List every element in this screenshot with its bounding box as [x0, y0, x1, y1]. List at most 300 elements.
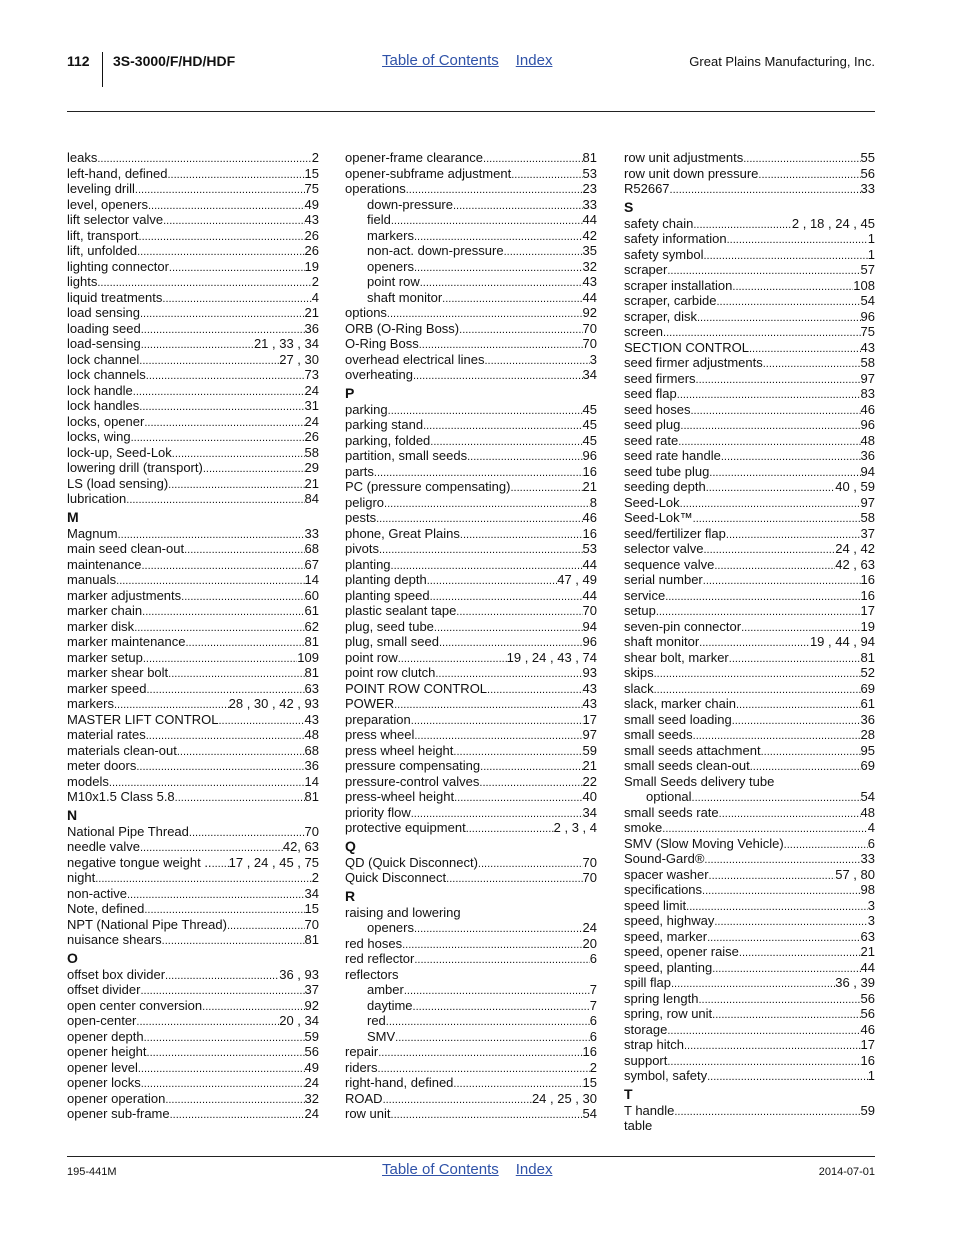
index-term: SMV	[367, 1028, 396, 1044]
dot-leader	[167, 168, 304, 184]
page-reference[interactable]: 33	[860, 181, 875, 196]
index-term: parking	[345, 401, 388, 417]
page-reference[interactable]: 37	[304, 982, 319, 997]
page-reference[interactable]: 17	[860, 603, 875, 618]
index-entry	[624, 898, 875, 914]
page-reference[interactable]: 70	[582, 320, 597, 336]
index-entry	[67, 572, 319, 588]
index-term: pests	[345, 510, 377, 525]
page-reference[interactable]: 36	[304, 758, 319, 773]
dot-leader	[691, 404, 861, 420]
page-reference[interactable]: 6	[589, 951, 597, 966]
page-reference[interactable]: 61	[304, 603, 319, 618]
index-term: opener operation	[67, 1090, 166, 1106]
page-reference[interactable]: 67	[304, 556, 319, 572]
page-reference[interactable]: 70	[582, 854, 597, 870]
page-reference[interactable]: 92	[304, 997, 319, 1013]
index-term: press wheel	[345, 727, 415, 742]
page-reference[interactable]: 53	[582, 165, 597, 181]
page-reference[interactable]: 109	[297, 649, 319, 665]
index-term: row unit adjustments	[624, 150, 744, 165]
page-reference[interactable]: 96	[860, 417, 875, 432]
page-reference[interactable]: 28	[860, 727, 875, 742]
index-entry	[67, 932, 319, 948]
page-reference[interactable]: 73	[304, 367, 319, 382]
index-term: non-active	[67, 885, 127, 901]
page-reference[interactable]: 20	[582, 935, 597, 951]
page-number: 112	[67, 53, 90, 69]
page-reference[interactable]: 16	[582, 463, 597, 479]
index-term: QD (Quick Disconnect)	[345, 854, 478, 870]
page-reference[interactable]: 62	[304, 618, 319, 634]
header-divider	[102, 52, 103, 87]
index-entry	[345, 479, 597, 495]
page-reference[interactable]: 2 , 3 , 4	[553, 820, 597, 835]
page-reference[interactable]: 2	[311, 870, 319, 885]
page-reference[interactable]: 37	[860, 525, 875, 541]
index-entry	[67, 150, 319, 166]
page-reference[interactable]: 3	[867, 897, 875, 913]
index-entry	[67, 541, 319, 557]
dot-leader	[487, 683, 582, 699]
dot-leader	[454, 791, 582, 807]
dot-leader	[729, 652, 861, 668]
page-reference[interactable]: 56	[860, 990, 875, 1006]
page-reference[interactable]: 29	[304, 460, 319, 475]
page-reference[interactable]: 16	[582, 1044, 597, 1059]
page-reference[interactable]: 19 , 44 , 94	[809, 634, 875, 649]
page-reference[interactable]: 14	[304, 572, 319, 587]
page-reference[interactable]: 24	[304, 382, 319, 398]
page-reference[interactable]: 16	[860, 587, 875, 603]
page-reference[interactable]: 24	[304, 413, 319, 429]
index-term: pressure compensating	[345, 758, 481, 773]
page-reference[interactable]: 24	[582, 920, 597, 935]
page-reference[interactable]: 14	[304, 773, 319, 789]
page-reference[interactable]: 4	[311, 289, 319, 305]
dot-leader	[227, 919, 305, 935]
page-reference[interactable]: 97	[860, 494, 875, 510]
page-reference[interactable]: 53	[582, 541, 597, 556]
index-term: storage	[624, 1021, 668, 1037]
index-term: speed, highway	[624, 913, 715, 928]
page-reference[interactable]: 45	[582, 432, 597, 448]
page-reference[interactable]: 23	[582, 181, 597, 196]
index-entry	[624, 417, 875, 433]
page-reference[interactable]: 3	[867, 913, 875, 928]
page-reference[interactable]: 24	[304, 1106, 319, 1121]
page-reference[interactable]: 19	[860, 618, 875, 634]
index-entry	[67, 789, 319, 805]
page-reference[interactable]: 43	[582, 696, 597, 711]
index-entry	[624, 510, 875, 526]
page-reference[interactable]: 34	[582, 367, 597, 382]
page-reference[interactable]: 70	[582, 603, 597, 618]
page-reference[interactable]: 81	[304, 932, 319, 947]
page-reference[interactable]: 54	[860, 789, 875, 804]
page-reference[interactable]: 7	[589, 997, 597, 1013]
page-reference[interactable]: 36	[860, 711, 875, 727]
page-reference[interactable]: 2	[589, 1059, 597, 1075]
page-reference[interactable]: 35	[582, 243, 597, 258]
index-subentry	[345, 982, 597, 998]
page-reference[interactable]: 34	[304, 885, 319, 901]
company-name: Great Plains Manufacturing, Inc.	[689, 54, 875, 69]
dot-leader	[138, 1062, 305, 1078]
index-subentry	[345, 259, 597, 275]
index-term: lift selector valve	[67, 212, 164, 227]
index-entry	[67, 619, 319, 635]
index-term: seeding depth	[624, 479, 706, 494]
index-term: SECTION CONTROL	[624, 339, 749, 355]
dot-leader	[703, 574, 861, 590]
page-reference[interactable]: 47 , 49	[557, 572, 597, 587]
index-term: seed firmer adjustments	[624, 355, 763, 370]
index-term: open center conversion	[67, 997, 203, 1013]
page-reference[interactable]: 45	[582, 417, 597, 432]
index-entry	[345, 572, 597, 588]
dot-leader	[379, 543, 583, 559]
page-reference[interactable]: 48	[304, 727, 319, 742]
table-of-contents-link[interactable]: Table of Contents	[382, 1161, 499, 1178]
page-reference[interactable]: 6	[589, 1028, 597, 1044]
page-reference[interactable]: 33	[582, 196, 597, 212]
dot-leader	[667, 1024, 860, 1040]
index-term: partition, small seeds	[345, 448, 468, 463]
page-reference[interactable]: 44	[860, 959, 875, 975]
page-reference[interactable]: 43	[304, 711, 319, 727]
index-entry	[67, 839, 319, 855]
page-reference[interactable]: 46	[860, 1021, 875, 1037]
page-reference[interactable]: 33	[860, 851, 875, 866]
index-entry	[345, 352, 597, 368]
page-reference[interactable]: 21	[582, 758, 597, 773]
page-reference[interactable]: 6	[867, 835, 875, 851]
page-reference[interactable]: 1	[867, 246, 875, 262]
page-reference[interactable]: 81	[304, 634, 319, 649]
page-reference[interactable]: 16	[860, 1052, 875, 1068]
page-reference[interactable]: 24 , 42	[835, 541, 875, 556]
page-reference[interactable]: 42	[582, 227, 597, 243]
dot-leader	[696, 373, 861, 389]
index-entry	[345, 603, 597, 619]
page-reference[interactable]: 54	[582, 1106, 597, 1121]
page-reference[interactable]: 40 , 59	[835, 479, 875, 494]
page-reference[interactable]: 42 , 63	[835, 556, 875, 572]
page-reference[interactable]: 21	[582, 479, 597, 494]
page-reference[interactable]: 26	[304, 243, 319, 258]
index-entry	[345, 870, 597, 886]
index-term: lock handles	[67, 398, 140, 413]
index-term: lock channels	[67, 367, 146, 382]
page-reference[interactable]: 68	[304, 742, 319, 758]
index-entry	[67, 603, 319, 619]
page-reference[interactable]: 44	[582, 556, 597, 572]
index-term: Note, defined	[67, 901, 145, 916]
page-reference[interactable]: 60	[304, 587, 319, 603]
page-reference[interactable]: 21	[304, 475, 319, 491]
dot-leader	[394, 698, 582, 714]
index-term: lift, transport	[67, 227, 139, 243]
page-reference[interactable]: 70	[304, 916, 319, 932]
page-reference[interactable]: 81	[304, 789, 319, 804]
page-reference[interactable]: 56	[860, 1006, 875, 1021]
index-term: POINT ROW CONTROL	[345, 680, 488, 696]
page-reference[interactable]: 17 , 24 , 45 , 75	[228, 854, 319, 870]
dot-leader	[434, 621, 583, 637]
page-reference[interactable]: 43	[860, 339, 875, 355]
index-link[interactable]: Index	[515, 52, 553, 69]
page-reference[interactable]: 26	[304, 227, 319, 243]
page-reference[interactable]: 17	[582, 711, 597, 727]
page-reference[interactable]: 33	[304, 525, 319, 541]
index-entry	[624, 479, 875, 495]
page-reference[interactable]: 56	[304, 1044, 319, 1059]
page-reference[interactable]: 81	[582, 150, 597, 165]
page-reference[interactable]: 43	[582, 680, 597, 696]
page-reference[interactable]: 22	[582, 773, 597, 789]
page-reference[interactable]: 70	[582, 336, 597, 351]
page-reference[interactable]: 1	[867, 231, 875, 246]
index-entry	[345, 774, 597, 790]
index-term: leveling drill	[67, 181, 135, 196]
page-reference[interactable]: 17	[860, 1037, 875, 1052]
index-entry	[624, 929, 875, 945]
page-reference[interactable]: 44	[582, 212, 597, 227]
page-reference[interactable]: 94	[860, 463, 875, 479]
page-reference[interactable]: 92	[582, 305, 597, 320]
index-term: Seed-Lok	[624, 494, 680, 510]
page-reference[interactable]: 26	[304, 429, 319, 444]
page-reference[interactable]: 75	[304, 181, 319, 196]
page-reference[interactable]: 15	[304, 165, 319, 181]
index-term: scraper, carbide	[624, 293, 717, 308]
page-reference[interactable]: 36 , 39	[835, 975, 875, 990]
dot-leader	[414, 953, 589, 969]
page-reference[interactable]: 2 , 18 , 24 , 45	[791, 215, 875, 231]
index-term: openers	[367, 258, 414, 274]
page-reference[interactable]: 93	[582, 665, 597, 680]
page-reference[interactable]: 48	[860, 804, 875, 820]
index-entry	[624, 541, 875, 557]
index-term: scraper installation	[624, 277, 733, 293]
index-term: LS (load sensing)	[67, 475, 169, 491]
dot-leader	[136, 1015, 279, 1031]
index-term: lowering drill (transport)	[67, 460, 203, 475]
page-reference[interactable]: 44	[582, 587, 597, 603]
page-reference[interactable]: 61	[860, 696, 875, 711]
page-reference[interactable]: 16	[582, 525, 597, 541]
page-reference[interactable]: 32	[304, 1090, 319, 1106]
page-reference[interactable]: 3	[589, 351, 597, 367]
page-reference[interactable]: 28 , 30 , 42 , 93	[228, 696, 319, 711]
page-reference[interactable]: 48	[860, 432, 875, 448]
index-entry	[345, 1044, 597, 1060]
page-reference[interactable]: 63	[860, 928, 875, 944]
page-reference[interactable]: 69	[860, 680, 875, 696]
page-reference[interactable]: 81	[860, 649, 875, 665]
page-reference[interactable]: 16	[860, 572, 875, 587]
page-reference[interactable]: 2	[311, 274, 319, 289]
index-term: speed, marker	[624, 928, 708, 944]
index-entry	[67, 476, 319, 492]
index-entry	[67, 460, 319, 476]
page-reference[interactable]: 58	[304, 444, 319, 460]
page-reference[interactable]: 36	[304, 320, 319, 336]
index-term: lift, unfolded	[67, 243, 138, 258]
page-reference[interactable]: 69	[860, 758, 875, 773]
index-term: seed plug	[624, 417, 681, 432]
page-reference[interactable]: 84	[304, 491, 319, 506]
index-entry	[67, 1075, 319, 1091]
index-term: maintenance	[67, 556, 142, 572]
dot-leader	[95, 872, 312, 888]
page-reference[interactable]: 70	[582, 870, 597, 885]
page-reference[interactable]: 7	[589, 982, 597, 997]
index-letter-heading: Q	[345, 837, 356, 854]
page-reference[interactable]: 31	[304, 398, 319, 413]
page-reference[interactable]: 46	[582, 510, 597, 525]
page-reference[interactable]: 96	[582, 448, 597, 463]
index-term: safety chain	[624, 215, 694, 231]
page-reference[interactable]: 46	[860, 401, 875, 417]
index-entry	[624, 696, 875, 712]
dot-leader	[144, 1031, 305, 1047]
page-reference[interactable]: 54	[860, 293, 875, 308]
page-reference[interactable]: 45	[582, 401, 597, 417]
index-entry	[624, 1118, 875, 1134]
page-reference[interactable]: 2	[311, 150, 319, 165]
page-reference[interactable]: 57 , 80	[835, 866, 875, 882]
table-of-contents-link[interactable]: Table of Contents	[382, 52, 499, 69]
page-reference[interactable]: 21	[860, 944, 875, 959]
dot-leader	[446, 872, 582, 888]
index-term: selector valve	[624, 541, 704, 556]
page-reference[interactable]: 97	[860, 370, 875, 386]
page-reference[interactable]: 36	[860, 448, 875, 463]
index-entry	[345, 805, 597, 821]
index-term: spring length	[624, 990, 699, 1006]
index-term: service	[624, 587, 666, 603]
page-reference[interactable]: 15	[304, 901, 319, 916]
page-reference[interactable]: 68	[304, 541, 319, 556]
index-link[interactable]: Index	[515, 1161, 553, 1178]
page-reference[interactable]: 34	[582, 804, 597, 820]
index-entry	[345, 789, 597, 805]
index-entry	[67, 1106, 319, 1122]
page-reference[interactable]: 75	[860, 324, 875, 339]
page-reference[interactable]: 52	[860, 665, 875, 680]
index-term: locks, wing	[67, 429, 131, 444]
index-term: POWER	[345, 696, 395, 711]
index-term: NPT (National Pipe Thread)	[67, 916, 227, 932]
page-reference[interactable]: 6	[589, 1013, 597, 1028]
page-reference[interactable]: 81	[304, 665, 319, 680]
page-reference[interactable]: 19 , 24 , 43 , 74	[506, 649, 597, 665]
page-reference[interactable]: 95	[860, 742, 875, 758]
index-term: plug, small seed	[345, 634, 439, 649]
index-term: support	[624, 1052, 668, 1068]
page-reference[interactable]: 96	[860, 308, 875, 324]
page-reference[interactable]: 43	[304, 212, 319, 227]
index-entry	[345, 696, 597, 712]
page-reference[interactable]: 57	[860, 262, 875, 277]
page-reference[interactable]: 15	[582, 1075, 597, 1090]
page-reference[interactable]: 70	[304, 823, 319, 839]
index-term: pivots	[345, 541, 379, 556]
dot-leader	[680, 419, 860, 435]
index-entry	[624, 386, 875, 402]
page-reference[interactable]: 21 , 33 , 34	[253, 336, 319, 351]
page-reference[interactable]: 59	[860, 1102, 875, 1118]
index-entry	[345, 367, 597, 383]
index-letter-heading: M	[67, 508, 79, 525]
page-reference[interactable]: 21	[304, 305, 319, 320]
page-reference[interactable]: 58	[860, 510, 875, 525]
page-reference[interactable]: 56	[860, 165, 875, 181]
page-reference[interactable]: 98	[860, 882, 875, 897]
index-term: speed, planting	[624, 959, 713, 975]
page-reference[interactable]: 42, 63	[282, 839, 319, 854]
index-entry	[345, 495, 597, 511]
page-reference[interactable]: 1	[867, 1068, 875, 1083]
index-term: lighting connector	[67, 258, 169, 274]
page-reference[interactable]: 49	[304, 196, 319, 212]
page-reference[interactable]: 97	[582, 727, 597, 742]
page-reference[interactable]: 4	[867, 820, 875, 835]
index-letter-heading: S	[624, 198, 634, 215]
page-reference[interactable]: 59	[582, 742, 597, 758]
index-entry	[345, 150, 597, 166]
dot-leader	[170, 1108, 305, 1124]
index-entry	[624, 805, 875, 821]
dot-leader	[423, 419, 582, 435]
page-reference[interactable]: 40	[582, 789, 597, 804]
page-reference[interactable]: 55	[860, 150, 875, 165]
index-entry	[624, 150, 875, 166]
page-reference[interactable]: 43	[582, 274, 597, 289]
page-reference[interactable]: 83	[860, 386, 875, 401]
page-reference[interactable]: 8	[589, 494, 597, 510]
page-reference[interactable]: 58	[860, 355, 875, 370]
index-subentry	[345, 212, 597, 228]
index-subentry	[624, 789, 875, 805]
dot-leader	[714, 915, 867, 931]
index-entry	[624, 743, 875, 759]
page-reference[interactable]: 63	[304, 680, 319, 696]
index-term: sequence valve	[624, 556, 715, 572]
index-term: lights	[67, 274, 98, 289]
page-reference[interactable]: 24	[304, 1075, 319, 1090]
page-reference[interactable]: 20 , 34	[279, 1013, 319, 1028]
index-entry	[67, 491, 319, 507]
dot-leader	[703, 249, 867, 265]
page-reference[interactable]: 59	[304, 1028, 319, 1044]
index-term: Quick Disconnect	[345, 870, 447, 885]
page-reference[interactable]: 96	[582, 634, 597, 649]
page-reference[interactable]: 24 , 25 , 30	[531, 1090, 597, 1106]
page-reference[interactable]: 27 , 30	[279, 351, 319, 367]
index-entry	[624, 231, 875, 247]
page-reference[interactable]: 49	[304, 1059, 319, 1075]
index-term: small seeds clean-out	[624, 758, 750, 773]
page-reference[interactable]: 44	[582, 289, 597, 305]
page-reference[interactable]: 19	[304, 258, 319, 274]
page-reference[interactable]: 94	[582, 618, 597, 634]
page-reference[interactable]: 32	[582, 258, 597, 274]
page-reference[interactable]: 36 , 93	[279, 966, 319, 982]
page-reference[interactable]: 108	[853, 277, 875, 293]
